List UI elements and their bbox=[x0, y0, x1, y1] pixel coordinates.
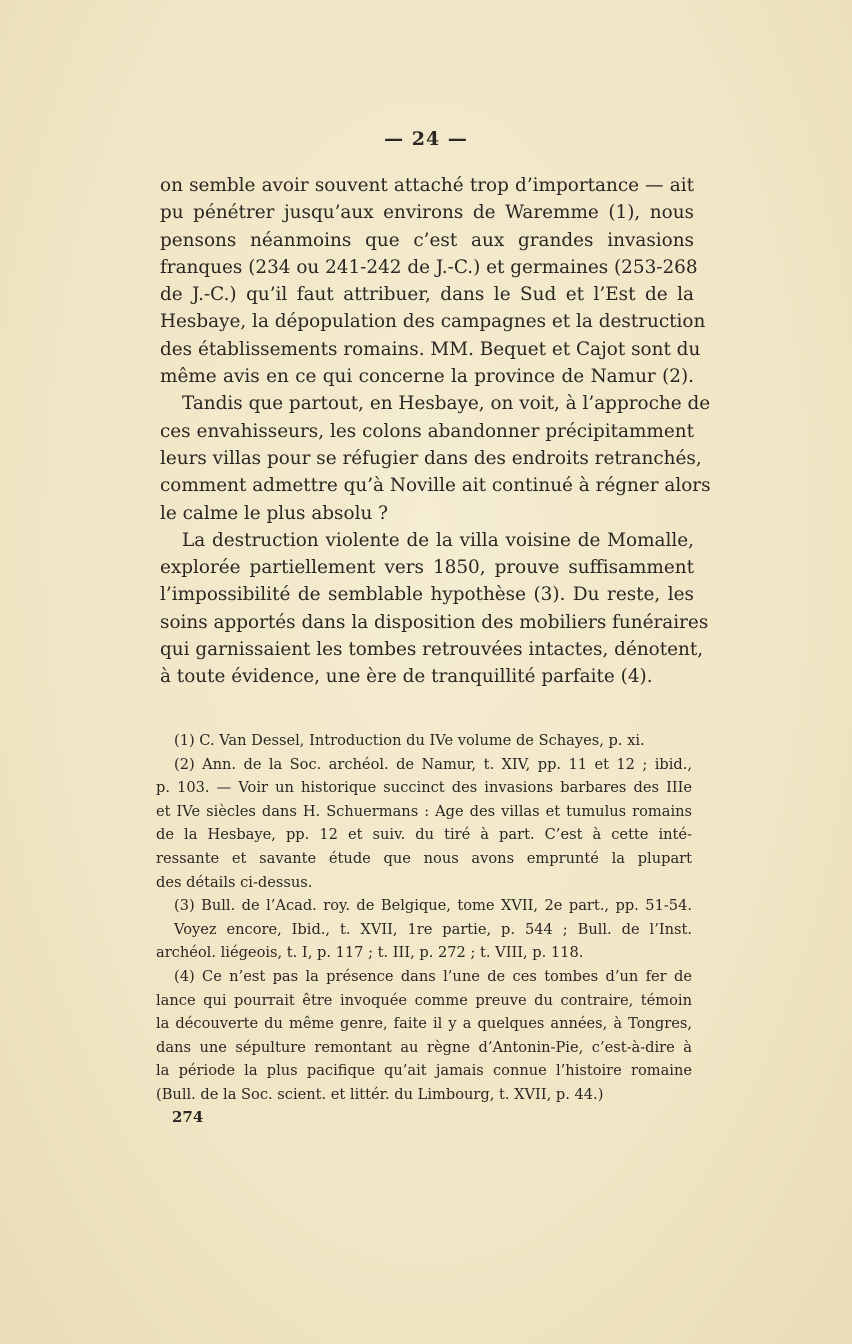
footnote-line: ressante et savante étude que nous avons emprunté la plupart bbox=[156, 849, 692, 867]
footnote-line: et IVe siècles dans H. Schuermans : Age des villas et tumulus romains bbox=[156, 802, 692, 820]
footnote-line: la période la plus pacifique qu’ait jamais connue l’histoire romaine bbox=[156, 1062, 692, 1080]
text-line: le calme le plus absolu ? bbox=[160, 502, 388, 524]
text-line: Tandis que partout, en Hesbaye, on voit, à l’approche de bbox=[182, 393, 711, 415]
text-line: La destruction violente de la villa voisine de Momalle, bbox=[182, 529, 694, 551]
footnotes bbox=[156, 729, 692, 1107]
footnote-line: de la Hesbaye, pp. 12 et suiv. du tiré à part. C’est à cette inté- bbox=[156, 826, 692, 844]
text-line: de J.-C.) qu’il faut attribuer, dans le Sud et l’Est de la bbox=[160, 284, 694, 306]
text-line: ces envahisseurs, les colons abandonner précipitamment bbox=[160, 420, 694, 442]
footnote-line: archéol. liégeois, t. I, p. 117 ; t. III, p. 272 ; t. VIII, p. 118. bbox=[156, 944, 584, 962]
footnote-line: la découverte du même genre, faite il y a quelques années, à Tongres, bbox=[156, 1015, 692, 1033]
footnote-line: (Bull. de la Soc. scient. et littér. du Limbourg, t. XVII, p. 44.) bbox=[156, 1085, 604, 1103]
footnote-line: dans une sépulture remontant au règne d’Antonin-Pie, c’est-à-dire à bbox=[156, 1038, 692, 1056]
footnote-line: des détails ci-dessus. bbox=[156, 873, 313, 891]
text-line: comment admettre qu’à Noville ait continué à régner alors bbox=[160, 475, 711, 497]
text-line: explorée partiellement vers 1850, prouve suffisamment bbox=[160, 557, 694, 579]
page-number: — 24 — bbox=[384, 128, 468, 150]
text-line: pensons néanmoins que c’est aux grandes invasions bbox=[160, 229, 694, 251]
text-line: franques (234 ou 241-242 de J.-C.) et germaines (253-268 bbox=[160, 256, 698, 278]
text-line: à toute évidence, une ère de tranquillité parfaite (4). bbox=[160, 666, 653, 688]
footnote-line: Voyez encore, Ibid., t. XVII, 1re partie, p. 544 ; Bull. de l’Inst. bbox=[174, 920, 692, 938]
footnote-line: p. 103. — Voir un historique succinct des invasions barbares des IIIe bbox=[156, 779, 692, 797]
text-line: pu pénétrer jusqu’aux environs de Waremme (1), nous bbox=[160, 202, 694, 224]
text-line: leurs villas pour se réfugier dans des endroits retranchés, bbox=[160, 447, 702, 469]
footnote-line: (1) C. Van Dessel, Introduction du IVe volume de Schayes, p. xi. bbox=[174, 732, 645, 749]
text-line: Hesbaye, la dépopulation des campagnes et la destruction bbox=[160, 311, 706, 333]
text-line: même avis en ce qui concerne la province de Namur (2). bbox=[160, 366, 694, 388]
footnote-line: (3) Bull. de l’Acad. roy. de Belgique, tome XVII, 2e part., pp. 51-54. bbox=[174, 897, 692, 915]
footnote-line: (2) Ann. de la Soc. archéol. de Namur, t. XIV, pp. 11 et 12 ; ibid., bbox=[174, 755, 692, 773]
footnote-line: lance qui pourrait être invoquée comme preuve du contraire, témoin bbox=[156, 991, 692, 1009]
text-line: soins apportés dans la disposition des mobiliers funéraires bbox=[160, 611, 709, 633]
footnote-line: (4) Ce n’est pas la présence dans l’une de ces tombes d’un fer de bbox=[174, 967, 692, 985]
main-text bbox=[160, 172, 711, 691]
text-line: l’impossibilité de semblable hypothèse (3). Du reste, les bbox=[160, 584, 694, 606]
printer-signature: 274 bbox=[172, 1108, 204, 1126]
text-line: qui garnissaient les tombes retrouvées intactes, dénotent, bbox=[160, 639, 704, 661]
text-line: des établissements romains. MM. Bequet et Cajot sont du bbox=[160, 338, 701, 360]
text-line: on semble avoir souvent attaché trop d’importance — ait bbox=[160, 175, 694, 196]
